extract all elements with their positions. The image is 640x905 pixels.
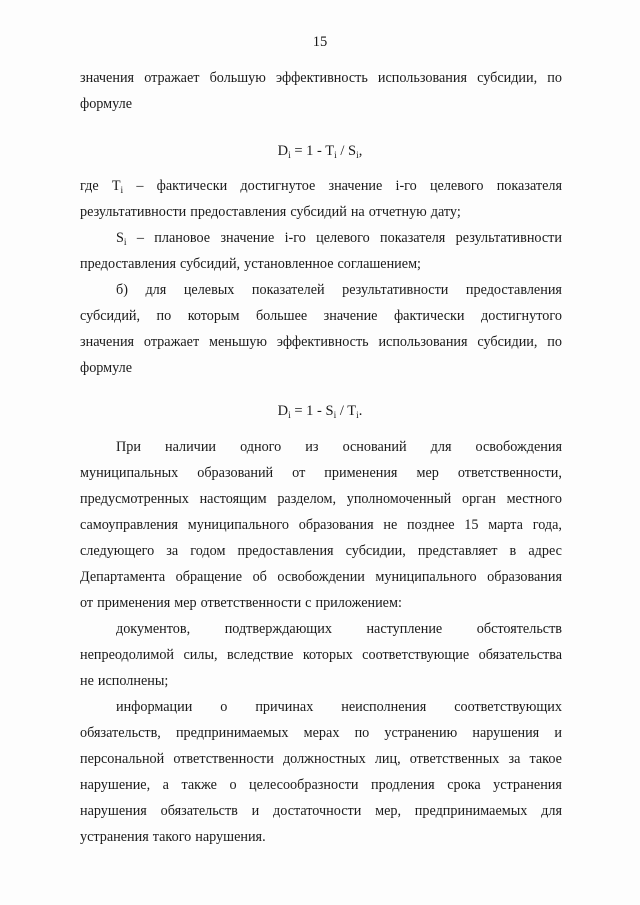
text-line: значения отражает меньшую эффективность использования субсидии, по xyxy=(80,334,562,350)
text-line: не исполнены; xyxy=(80,673,169,689)
paragraph-block-3 xyxy=(80,434,562,850)
text-line: При наличии одного из оснований для освобождения xyxy=(116,439,562,455)
text-line: самоуправления муниципального образования не позднее 15 марта года, xyxy=(80,517,562,533)
page-number: 15 xyxy=(312,34,328,50)
text-line: непреодолимой силы, вследствие которых соответствующие обязательства xyxy=(80,647,562,663)
formula-2: $D_i = 1 - S_i / T_i$. xyxy=(277,403,363,421)
text-line: нарушение, а также о целесообразности продления срока устранения xyxy=(80,777,562,793)
text-line: где $T_i$ – фактически достигнутое значение i-го целевого показателя xyxy=(80,178,562,196)
text-line: информации о причинах неисполнения соответствующих xyxy=(116,699,562,715)
text-line: персональной ответственности должностных лиц, ответственных за такое xyxy=(80,751,562,767)
text-line: предоставления субсидий, установленное соглашением; xyxy=(80,256,421,272)
text-line: Департамента обращение об освобождении муниципального образования xyxy=(80,569,562,585)
text-line: б) для целевых показателей результативности предоставления xyxy=(116,282,562,298)
text-line: $S_i$ – плановое значение i-го целевого показателя результативности xyxy=(116,230,562,248)
text-line: предусмотренных настоящим разделом, уполномоченный орган местного xyxy=(80,491,562,507)
text-line: документов, подтверждающих наступление обстоятельств xyxy=(116,621,562,637)
text-line: формуле xyxy=(80,96,132,112)
text-line: значения отражает большую эффективность использования субсидии, по xyxy=(80,70,562,86)
text-line: от применения мер ответственности с приложением: xyxy=(80,595,402,611)
text-line: муниципальных образований от применения мер ответственности, xyxy=(80,465,562,481)
text-line: следующего за годом предоставления субсидии, представляет в адрес xyxy=(80,543,562,559)
text-line: результативности предоставления субсидий на отчетную дату; xyxy=(80,204,461,220)
text-line: нарушения обязательств и достаточности мер, предпринимаемых для xyxy=(80,803,562,819)
text-line: формуле xyxy=(80,360,132,376)
paragraph-block-2 xyxy=(80,173,562,381)
text-line: обязательств, предпринимаемых мерах по устранению нарушения и xyxy=(80,725,562,741)
text-line: субсидий, по которым большее значение фактически достигнутого xyxy=(80,308,562,324)
formula-1: $D_i = 1 - T_i / S_i$, xyxy=(277,143,363,161)
text-line: устранения такого нарушения. xyxy=(80,829,266,845)
paragraph-block-1 xyxy=(80,65,562,117)
